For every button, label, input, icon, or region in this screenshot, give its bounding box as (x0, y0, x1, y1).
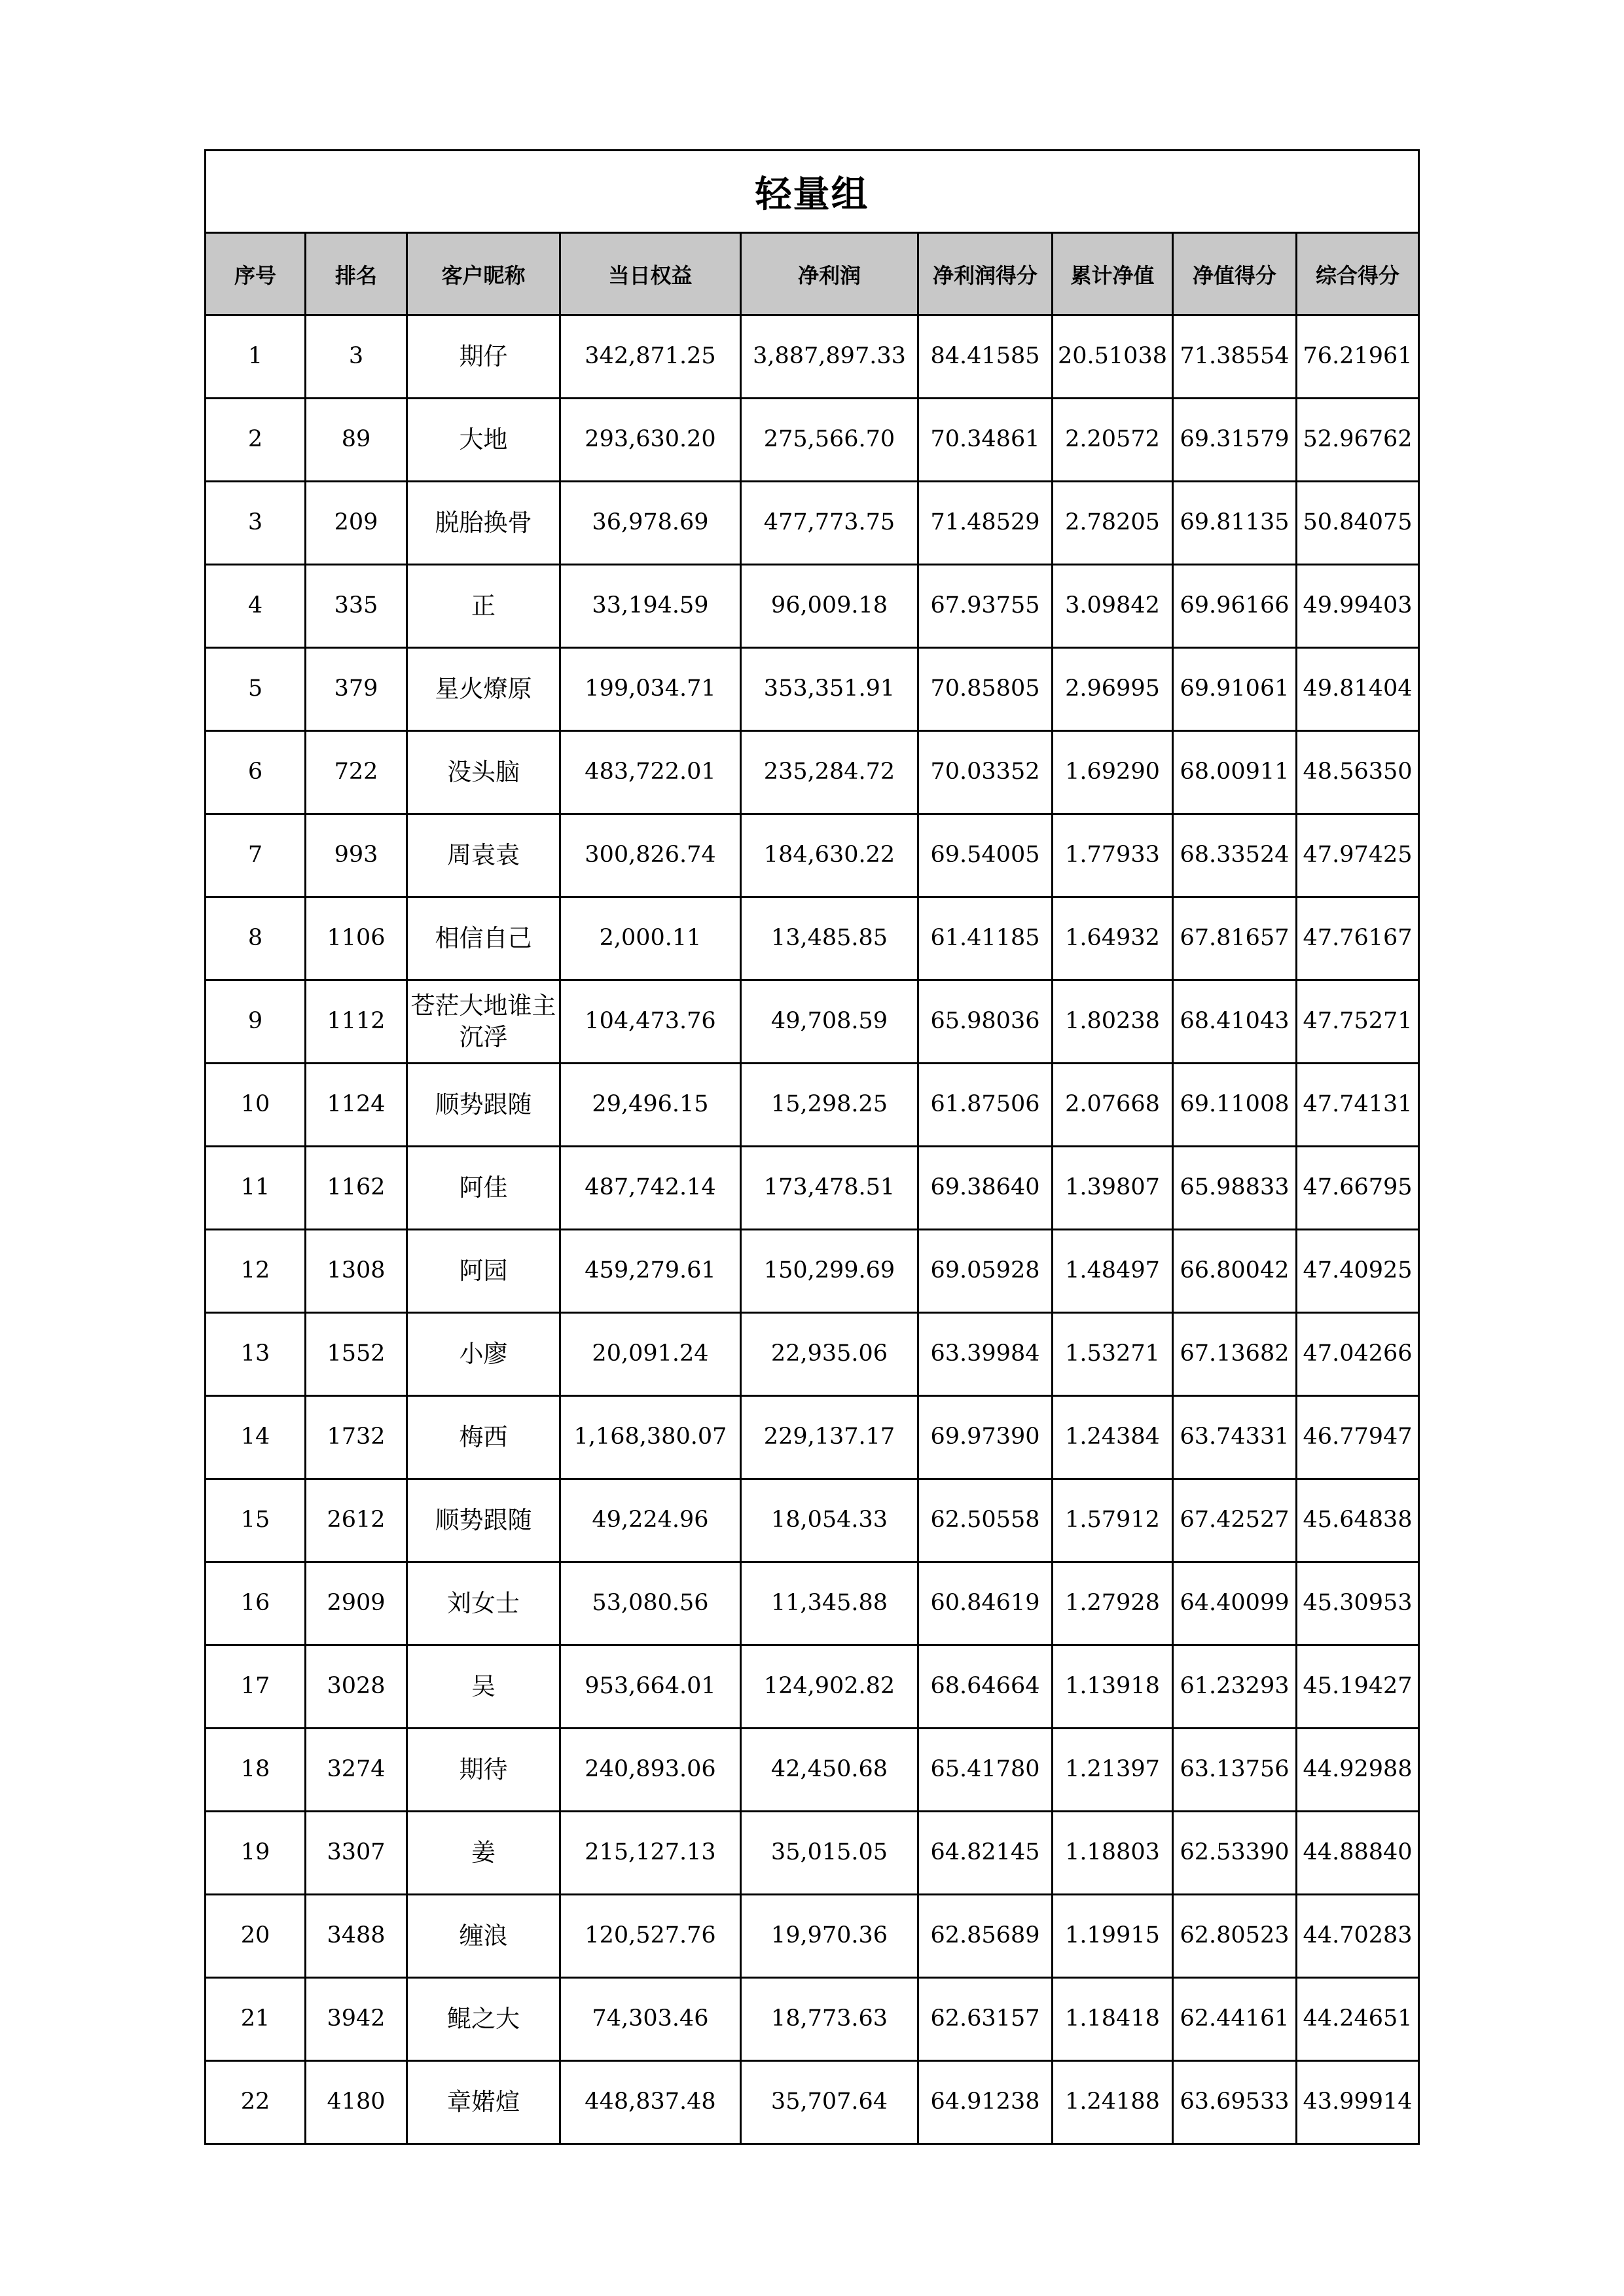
name-cell: 小廖 (407, 1313, 560, 1396)
cell-cumulative-nav: 1.53271 (1053, 1313, 1173, 1396)
cell-total-score: 45.19427 (1297, 1645, 1419, 1729)
cell-cumulative-nav: 1.19915 (1053, 1895, 1173, 1978)
cell-total-score: 47.66795 (1297, 1147, 1419, 1230)
cell-rank: 379 (306, 648, 407, 731)
cell-serial: 19 (206, 1812, 306, 1895)
cell-nav-score: 71.38554 (1173, 315, 1297, 399)
name-cell: 吴 (407, 1645, 560, 1729)
cell-equity: 1,168,380.07 (560, 1396, 741, 1479)
cell-nav-score: 69.11008 (1173, 1064, 1297, 1147)
cell-equity: 215,127.13 (560, 1812, 741, 1895)
name-cell: 期仔 (407, 315, 560, 399)
name-cell: 阿园 (407, 1230, 560, 1313)
cell-serial: 20 (206, 1895, 306, 1978)
cell-equity: 36,978.69 (560, 482, 741, 565)
cell-nav-score: 68.00911 (1173, 731, 1297, 814)
cell-rank: 3488 (306, 1895, 407, 1978)
name-cell: 刘女士 (407, 1562, 560, 1645)
cell-serial: 7 (206, 814, 306, 897)
table-row (206, 648, 1419, 731)
cell-net-profit-score: 70.85805 (918, 648, 1053, 731)
cell-net-profit: 477,773.75 (741, 482, 918, 565)
cell-rank: 3274 (306, 1729, 407, 1812)
cell-net-profit-score: 67.93755 (918, 565, 1053, 648)
cell-equity: 953,664.01 (560, 1645, 741, 1729)
name-cell: 星火燎原 (407, 648, 560, 731)
cell-net-profit: 96,009.18 (741, 565, 918, 648)
cell-net-profit: 173,478.51 (741, 1147, 918, 1230)
cell-rank: 1112 (306, 980, 407, 1064)
cell-equity: 487,742.14 (560, 1147, 741, 1230)
cell-cumulative-nav: 1.57912 (1053, 1479, 1173, 1562)
cell-rank: 1124 (306, 1064, 407, 1147)
cell-net-profit: 275,566.70 (741, 399, 918, 482)
cell-total-score: 52.96762 (1297, 399, 1419, 482)
table-row (206, 1895, 1419, 1978)
cell-serial: 12 (206, 1230, 306, 1313)
cell-serial: 22 (206, 2061, 306, 2144)
cell-net-profit-score: 60.84619 (918, 1562, 1053, 1645)
cell-rank: 1552 (306, 1313, 407, 1396)
cell-serial: 9 (206, 980, 306, 1064)
cell-net-profit-score: 69.38640 (918, 1147, 1053, 1230)
cell-cumulative-nav: 2.20572 (1053, 399, 1173, 482)
ranking-table (204, 149, 1420, 2145)
cell-net-profit-score: 64.91238 (918, 2061, 1053, 2144)
cell-nav-score: 69.96166 (1173, 565, 1297, 648)
cell-serial: 18 (206, 1729, 306, 1812)
cell-serial: 10 (206, 1064, 306, 1147)
table-row (206, 315, 1419, 399)
header-cumulative-nav: 累计净值 (1053, 233, 1173, 315)
name-cell: 顺势跟随 (407, 1064, 560, 1147)
cell-rank: 3942 (306, 1978, 407, 2061)
cell-total-score: 44.88840 (1297, 1812, 1419, 1895)
name-cell: 苍茫大地谁主沉浮 (407, 980, 560, 1064)
cell-serial: 5 (206, 648, 306, 731)
cell-total-score: 47.40925 (1297, 1230, 1419, 1313)
cell-cumulative-nav: 1.39807 (1053, 1147, 1173, 1230)
cell-rank: 4180 (306, 2061, 407, 2144)
cell-equity: 49,224.96 (560, 1479, 741, 1562)
cell-cumulative-nav: 1.77933 (1053, 814, 1173, 897)
table-row (206, 1396, 1419, 1479)
name-cell: 姜 (407, 1812, 560, 1895)
cell-net-profit-score: 71.48529 (918, 482, 1053, 565)
cell-net-profit-score: 62.85689 (918, 1895, 1053, 1978)
cell-net-profit: 35,707.64 (741, 2061, 918, 2144)
table-row (206, 1064, 1419, 1147)
cell-cumulative-nav: 3.09842 (1053, 565, 1173, 648)
cell-cumulative-nav: 1.27928 (1053, 1562, 1173, 1645)
cell-equity: 448,837.48 (560, 2061, 741, 2144)
cell-net-profit-score: 69.05928 (918, 1230, 1053, 1313)
cell-net-profit-score: 61.41185 (918, 897, 1053, 980)
cell-serial: 4 (206, 565, 306, 648)
table-row (206, 814, 1419, 897)
cell-serial: 21 (206, 1978, 306, 2061)
cell-net-profit-score: 64.82145 (918, 1812, 1053, 1895)
header-rank: 排名 (306, 233, 407, 315)
cell-rank: 1308 (306, 1230, 407, 1313)
cell-cumulative-nav: 1.69290 (1053, 731, 1173, 814)
cell-nav-score: 68.41043 (1173, 980, 1297, 1064)
cell-equity: 459,279.61 (560, 1230, 741, 1313)
cell-nav-score: 63.13756 (1173, 1729, 1297, 1812)
cell-cumulative-nav: 1.24188 (1053, 2061, 1173, 2144)
cell-serial: 6 (206, 731, 306, 814)
name-cell: 顺势跟随 (407, 1479, 560, 1562)
cell-net-profit: 229,137.17 (741, 1396, 918, 1479)
cell-total-score: 47.76167 (1297, 897, 1419, 980)
table-row (206, 482, 1419, 565)
cell-serial: 2 (206, 399, 306, 482)
cell-equity: 199,034.71 (560, 648, 741, 731)
table-row (206, 980, 1419, 1064)
cell-rank: 722 (306, 731, 407, 814)
cell-nav-score: 63.74331 (1173, 1396, 1297, 1479)
cell-total-score: 44.24651 (1297, 1978, 1419, 2061)
cell-equity: 33,194.59 (560, 565, 741, 648)
name-cell: 周袁袁 (407, 814, 560, 897)
cell-net-profit-score: 62.63157 (918, 1978, 1053, 2061)
table-row (206, 1313, 1419, 1396)
cell-serial: 14 (206, 1396, 306, 1479)
cell-equity: 20,091.24 (560, 1313, 741, 1396)
name-cell: 相信自己 (407, 897, 560, 980)
table-row (206, 1230, 1419, 1313)
table-row (206, 1729, 1419, 1812)
cell-cumulative-nav: 1.24384 (1053, 1396, 1173, 1479)
cell-total-score: 76.21961 (1297, 315, 1419, 399)
cell-cumulative-nav: 1.64932 (1053, 897, 1173, 980)
cell-total-score: 47.04266 (1297, 1313, 1419, 1396)
cell-nav-score: 66.80042 (1173, 1230, 1297, 1313)
cell-nav-score: 63.69533 (1173, 2061, 1297, 2144)
cell-net-profit-score: 65.41780 (918, 1729, 1053, 1812)
cell-serial: 13 (206, 1313, 306, 1396)
cell-net-profit-score: 63.39984 (918, 1313, 1053, 1396)
cell-serial: 17 (206, 1645, 306, 1729)
name-cell: 章婼煊 (407, 2061, 560, 2144)
cell-net-profit: 13,485.85 (741, 897, 918, 980)
cell-equity: 2,000.11 (560, 897, 741, 980)
cell-nav-score: 69.91061 (1173, 648, 1297, 731)
table-row (206, 1645, 1419, 1729)
cell-serial: 3 (206, 482, 306, 565)
table-row (206, 1147, 1419, 1230)
cell-serial: 11 (206, 1147, 306, 1230)
cell-equity: 29,496.15 (560, 1064, 741, 1147)
cell-equity: 74,303.46 (560, 1978, 741, 2061)
cell-equity: 342,871.25 (560, 315, 741, 399)
cell-nav-score: 62.53390 (1173, 1812, 1297, 1895)
cell-net-profit: 22,935.06 (741, 1313, 918, 1396)
cell-net-profit-score: 70.34861 (918, 399, 1053, 482)
cell-total-score: 45.30953 (1297, 1562, 1419, 1645)
cell-net-profit: 353,351.91 (741, 648, 918, 731)
cell-total-score: 48.56350 (1297, 731, 1419, 814)
cell-rank: 2612 (306, 1479, 407, 1562)
cell-net-profit: 49,708.59 (741, 980, 918, 1064)
cell-cumulative-nav: 1.18418 (1053, 1978, 1173, 2061)
cell-total-score: 47.75271 (1297, 980, 1419, 1064)
header-serial: 序号 (206, 233, 306, 315)
cell-cumulative-nav: 20.51038 (1053, 315, 1173, 399)
cell-net-profit: 42,450.68 (741, 1729, 918, 1812)
cell-rank: 89 (306, 399, 407, 482)
table-row (206, 1479, 1419, 1562)
cell-cumulative-nav: 1.48497 (1053, 1230, 1173, 1313)
table-title: 轻量组 (206, 151, 1419, 233)
cell-nav-score: 69.81135 (1173, 482, 1297, 565)
header-row (206, 233, 1419, 315)
cell-net-profit-score: 84.41585 (918, 315, 1053, 399)
cell-rank: 3 (306, 315, 407, 399)
header-net-profit-score: 净利润得分 (918, 233, 1053, 315)
cell-total-score: 50.84075 (1297, 482, 1419, 565)
header-nav-score: 净值得分 (1173, 233, 1297, 315)
table-row (206, 897, 1419, 980)
name-cell: 期待 (407, 1729, 560, 1812)
cell-rank: 993 (306, 814, 407, 897)
cell-total-score: 47.74131 (1297, 1064, 1419, 1147)
cell-total-score: 47.97425 (1297, 814, 1419, 897)
header-total-score: 综合得分 (1297, 233, 1419, 315)
cell-net-profit-score: 61.87506 (918, 1064, 1053, 1147)
cell-net-profit: 3,887,897.33 (741, 315, 918, 399)
cell-equity: 120,527.76 (560, 1895, 741, 1978)
cell-total-score: 49.81404 (1297, 648, 1419, 731)
cell-net-profit: 11,345.88 (741, 1562, 918, 1645)
cell-cumulative-nav: 1.80238 (1053, 980, 1173, 1064)
cell-rank: 3028 (306, 1645, 407, 1729)
cell-nav-score: 67.13682 (1173, 1313, 1297, 1396)
cell-net-profit: 15,298.25 (741, 1064, 918, 1147)
cell-net-profit: 19,970.36 (741, 1895, 918, 1978)
cell-net-profit: 124,902.82 (741, 1645, 918, 1729)
cell-net-profit-score: 65.98036 (918, 980, 1053, 1064)
name-cell: 鲲之大 (407, 1978, 560, 2061)
table-row (206, 1978, 1419, 2061)
cell-net-profit: 35,015.05 (741, 1812, 918, 1895)
cell-equity: 483,722.01 (560, 731, 741, 814)
cell-nav-score: 69.31579 (1173, 399, 1297, 482)
cell-total-score: 46.77947 (1297, 1396, 1419, 1479)
cell-rank: 209 (306, 482, 407, 565)
cell-nav-score: 61.23293 (1173, 1645, 1297, 1729)
table-body (206, 315, 1419, 2144)
cell-net-profit: 18,773.63 (741, 1978, 918, 2061)
cell-rank: 3307 (306, 1812, 407, 1895)
cell-total-score: 44.70283 (1297, 1895, 1419, 1978)
cell-total-score: 44.92988 (1297, 1729, 1419, 1812)
cell-rank: 335 (306, 565, 407, 648)
cell-net-profit: 150,299.69 (741, 1230, 918, 1313)
name-cell: 梅西 (407, 1396, 560, 1479)
cell-net-profit: 18,054.33 (741, 1479, 918, 1562)
cell-serial: 15 (206, 1479, 306, 1562)
cell-total-score: 49.99403 (1297, 565, 1419, 648)
cell-rank: 1162 (306, 1147, 407, 1230)
header-net-profit: 净利润 (741, 233, 918, 315)
cell-nav-score: 67.81657 (1173, 897, 1297, 980)
cell-net-profit: 235,284.72 (741, 731, 918, 814)
cell-nav-score: 68.33524 (1173, 814, 1297, 897)
table-row (206, 1562, 1419, 1645)
cell-nav-score: 62.44161 (1173, 1978, 1297, 2061)
cell-net-profit-score: 68.64664 (918, 1645, 1053, 1729)
name-cell: 阿佳 (407, 1147, 560, 1230)
cell-net-profit: 184,630.22 (741, 814, 918, 897)
table-row (206, 731, 1419, 814)
cell-cumulative-nav: 1.18803 (1053, 1812, 1173, 1895)
cell-serial: 8 (206, 897, 306, 980)
table-row (206, 565, 1419, 648)
cell-nav-score: 62.80523 (1173, 1895, 1297, 1978)
title-row (206, 151, 1419, 233)
cell-net-profit-score: 69.97390 (918, 1396, 1053, 1479)
cell-equity: 53,080.56 (560, 1562, 741, 1645)
cell-equity: 293,630.20 (560, 399, 741, 482)
table-row (206, 1812, 1419, 1895)
cell-nav-score: 67.42527 (1173, 1479, 1297, 1562)
name-cell: 大地 (407, 399, 560, 482)
cell-cumulative-nav: 2.96995 (1053, 648, 1173, 731)
cell-cumulative-nav: 1.21397 (1053, 1729, 1173, 1812)
name-cell: 正 (407, 565, 560, 648)
cell-serial: 16 (206, 1562, 306, 1645)
name-cell: 脱胎换骨 (407, 482, 560, 565)
header-nickname: 客户昵称 (407, 233, 560, 315)
header-equity: 当日权益 (560, 233, 741, 315)
cell-nav-score: 65.98833 (1173, 1147, 1297, 1230)
cell-cumulative-nav: 2.78205 (1053, 482, 1173, 565)
cell-rank: 2909 (306, 1562, 407, 1645)
cell-rank: 1732 (306, 1396, 407, 1479)
cell-serial: 1 (206, 315, 306, 399)
table-row (206, 2061, 1419, 2144)
cell-net-profit-score: 70.03352 (918, 731, 1053, 814)
cell-cumulative-nav: 2.07668 (1053, 1064, 1173, 1147)
cell-equity: 240,893.06 (560, 1729, 741, 1812)
cell-nav-score: 64.40099 (1173, 1562, 1297, 1645)
cell-net-profit-score: 62.50558 (918, 1479, 1053, 1562)
cell-equity: 300,826.74 (560, 814, 741, 897)
cell-total-score: 45.64838 (1297, 1479, 1419, 1562)
cell-rank: 1106 (306, 897, 407, 980)
name-cell: 缠浪 (407, 1895, 560, 1978)
name-cell: 没头脑 (407, 731, 560, 814)
cell-cumulative-nav: 1.13918 (1053, 1645, 1173, 1729)
table-row (206, 399, 1419, 482)
cell-total-score: 43.99914 (1297, 2061, 1419, 2144)
cell-equity: 104,473.76 (560, 980, 741, 1064)
cell-net-profit-score: 69.54005 (918, 814, 1053, 897)
